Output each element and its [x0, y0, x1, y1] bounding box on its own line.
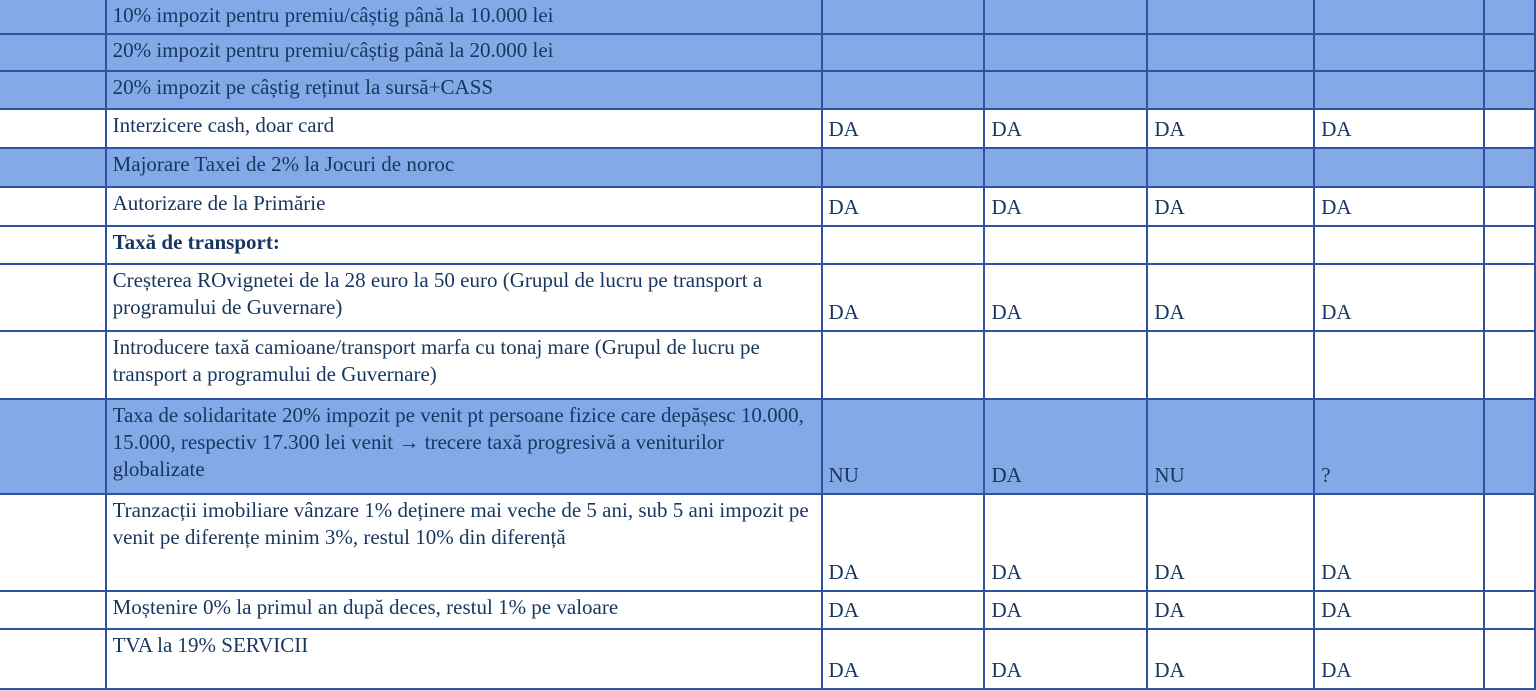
answer-cell[interactable]: DA	[984, 264, 1147, 331]
answer-cell[interactable]: DA	[1314, 109, 1484, 148]
table-row	[0, 148, 1535, 187]
answer-cell[interactable]: DA	[984, 109, 1147, 148]
row-leading-cell[interactable]	[0, 591, 106, 629]
answer-cell[interactable]	[984, 148, 1147, 187]
row-leading-cell[interactable]	[0, 331, 106, 399]
answer-cell[interactable]	[1314, 148, 1484, 187]
measure-label-cell[interactable]: 10% impozit pentru premiu/câștig până la 10.000 lei	[106, 0, 822, 34]
table-row	[0, 494, 1535, 591]
answer-cell[interactable]	[984, 331, 1147, 399]
answer-cell[interactable]: DA	[984, 494, 1147, 591]
clipped-edge-cell[interactable]	[1484, 226, 1535, 264]
row-leading-cell[interactable]	[0, 629, 106, 689]
answer-cell[interactable]	[1147, 331, 1314, 399]
answer-cell[interactable]: DA	[1314, 494, 1484, 591]
answer-cell[interactable]: DA	[1147, 591, 1314, 629]
answer-cell[interactable]: DA	[1314, 264, 1484, 331]
measure-label-cell[interactable]: Moștenire 0% la primul an după deces, restul 1% pe valoare	[106, 591, 822, 629]
clipped-edge-cell[interactable]	[1484, 264, 1535, 331]
measure-label-cell[interactable]: TVA la 19% SERVICII	[106, 629, 822, 689]
answer-cell[interactable]: DA	[1314, 629, 1484, 689]
row-leading-cell[interactable]	[0, 399, 106, 494]
answer-cell[interactable]	[1314, 331, 1484, 399]
table-row	[0, 226, 1535, 264]
answer-cell[interactable]: DA	[822, 591, 985, 629]
answer-cell[interactable]: DA	[822, 187, 985, 226]
clipped-edge-cell[interactable]	[1484, 0, 1535, 34]
answer-cell[interactable]: DA	[984, 629, 1147, 689]
table-row	[0, 331, 1535, 399]
table-row	[0, 34, 1535, 71]
clipped-edge-cell[interactable]	[1484, 34, 1535, 71]
table-row	[0, 71, 1535, 109]
row-leading-cell[interactable]	[0, 109, 106, 148]
clipped-edge-cell[interactable]	[1484, 399, 1535, 494]
answer-cell[interactable]	[822, 71, 985, 109]
answer-cell[interactable]: DA	[1147, 109, 1314, 148]
answer-cell[interactable]: DA	[822, 629, 985, 689]
answer-cell[interactable]	[1147, 148, 1314, 187]
answer-cell[interactable]: NU	[1147, 399, 1314, 494]
measure-label-cell[interactable]: Taxă de transport:	[106, 226, 822, 264]
answer-cell[interactable]	[1314, 34, 1484, 71]
answer-cell[interactable]: DA	[984, 591, 1147, 629]
answer-cell[interactable]: DA	[1147, 187, 1314, 226]
answer-cell[interactable]	[1314, 0, 1484, 34]
answer-cell[interactable]	[984, 34, 1147, 71]
answer-cell[interactable]: DA	[984, 399, 1147, 494]
clipped-edge-cell[interactable]	[1484, 148, 1535, 187]
clipped-edge-cell[interactable]	[1484, 109, 1535, 148]
answer-cell[interactable]: DA	[1314, 187, 1484, 226]
measure-label-cell[interactable]: 20% impozit pentru premiu/câștig până la 20.000 lei	[106, 34, 822, 71]
answer-cell[interactable]	[822, 331, 985, 399]
answer-cell[interactable]	[1314, 226, 1484, 264]
clipped-edge-cell[interactable]	[1484, 71, 1535, 109]
answer-cell[interactable]	[1147, 34, 1314, 71]
answer-cell[interactable]	[984, 226, 1147, 264]
table-row	[0, 109, 1535, 148]
answer-cell[interactable]	[822, 226, 985, 264]
row-leading-cell[interactable]	[0, 264, 106, 331]
measure-label-cell[interactable]: Introducere taxă camioane/transport marfa cu tonaj mare (Grupul de lucru pe transport a programului de Guvernare)	[106, 331, 822, 399]
clipped-edge-cell[interactable]	[1484, 187, 1535, 226]
row-leading-cell[interactable]	[0, 187, 106, 226]
row-leading-cell[interactable]	[0, 0, 106, 34]
answer-cell[interactable]: DA	[984, 187, 1147, 226]
row-leading-cell[interactable]	[0, 226, 106, 264]
row-leading-cell[interactable]	[0, 148, 106, 187]
answer-cell[interactable]: DA	[1314, 591, 1484, 629]
clipped-edge-cell[interactable]	[1484, 591, 1535, 629]
answer-cell[interactable]	[822, 0, 985, 34]
answer-cell[interactable]: DA	[1147, 264, 1314, 331]
clipped-edge-cell[interactable]	[1484, 494, 1535, 591]
table-row	[0, 591, 1535, 629]
answer-cell[interactable]	[822, 148, 985, 187]
table-row	[0, 187, 1535, 226]
answer-cell[interactable]	[822, 34, 985, 71]
row-leading-cell[interactable]	[0, 71, 106, 109]
answer-cell[interactable]	[1147, 226, 1314, 264]
row-leading-cell[interactable]	[0, 34, 106, 71]
measure-label-cell[interactable]: Tranzacții imobiliare vânzare 1% deținere mai veche de 5 ani, sub 5 ani impozit pe venit pe diferențe minim 3%, restul 10% din diferență	[106, 494, 822, 591]
answer-cell[interactable]	[984, 71, 1147, 109]
table-row	[0, 629, 1535, 689]
row-leading-cell[interactable]	[0, 494, 106, 591]
answer-cell[interactable]	[1147, 71, 1314, 109]
measure-label-cell[interactable]: 20% impozit pe câștig reținut la sursă+CASS	[106, 71, 822, 109]
table-row	[0, 264, 1535, 331]
answer-cell[interactable]: DA	[822, 494, 985, 591]
answer-cell[interactable]: ?	[1314, 399, 1484, 494]
table-row	[0, 399, 1535, 494]
answer-cell[interactable]: DA	[1147, 629, 1314, 689]
answer-cell[interactable]: NU	[822, 399, 985, 494]
measure-label-cell[interactable]: Interzicere cash, doar card	[106, 109, 822, 148]
measure-label-cell[interactable]: Taxa de solidaritate 20% impozit pe venit pt persoane fizice care depășesc 10.000, 15.000, respectiv 17.300 lei venit → trecere taxă progresivă a veniturilor globalizate	[106, 399, 822, 494]
measure-label-cell[interactable]: Autorizare de la Primărie	[106, 187, 822, 226]
answer-cell[interactable]: DA	[822, 264, 985, 331]
clipped-edge-cell[interactable]	[1484, 331, 1535, 399]
answer-cell[interactable]: DA	[822, 109, 985, 148]
measure-label-cell[interactable]: Creșterea ROvignetei de la 28 euro la 50 euro (Grupul de lucru pe transport a programului de Guvernare)	[106, 264, 822, 331]
clipped-edge-cell[interactable]	[1484, 629, 1535, 689]
answer-cell[interactable]	[1147, 0, 1314, 34]
answer-cell[interactable]	[984, 0, 1147, 34]
answer-cell[interactable]	[1314, 71, 1484, 109]
measure-label-cell[interactable]: Majorare Taxei de 2% la Jocuri de noroc	[106, 148, 822, 187]
answer-cell[interactable]: DA	[1147, 494, 1314, 591]
table-row	[0, 0, 1535, 34]
